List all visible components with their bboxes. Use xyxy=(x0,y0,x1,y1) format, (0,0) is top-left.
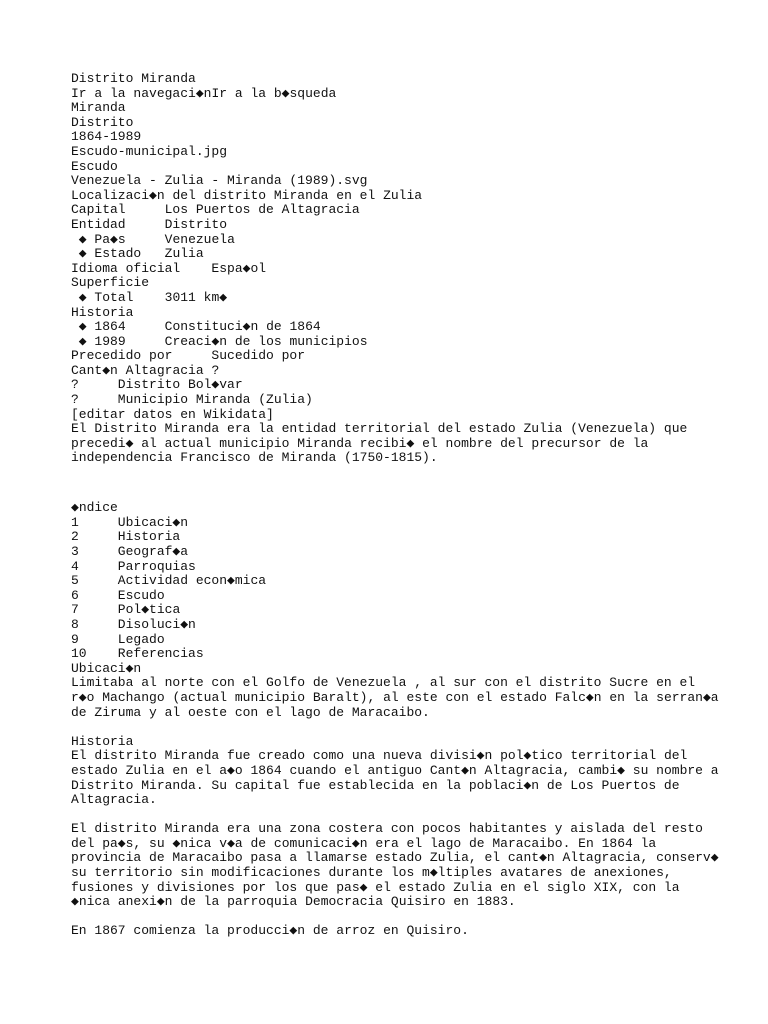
infobox-line: Distrito Miranda xyxy=(71,71,196,86)
infobox-line: Localizaci◆n del distrito Miranda en el Zulia xyxy=(71,187,423,203)
text-line: En 1867 comienza la producci◆n de arroz en Quisiro. xyxy=(71,923,469,939)
infobox-line: Ir a la navegaci◆nIr a la b◆squeda xyxy=(71,85,337,101)
infobox-line: ? Distrito Bol◆var xyxy=(71,377,243,393)
toc-title: ◆ndice xyxy=(71,500,118,516)
text-line: Limitaba al norte con el Golfo de Venezuela , al sur con el distrito Sucre en el xyxy=(71,675,696,691)
text-line: El Distrito Miranda era la entidad territorial del estado Zulia (Venezuela) que xyxy=(71,421,688,437)
toc-item: 3 Geograf◆a xyxy=(71,544,189,559)
infobox-line: Idioma oficial Espa◆ol xyxy=(71,260,267,276)
infobox-line: ◆ Total 3011 km◆ xyxy=(71,289,228,305)
document-page xyxy=(71,72,761,939)
toc-item: 5 Actividad econ◆mica xyxy=(71,573,267,589)
text-line: precedi◆ al actual municipio Miranda recibi◆ el nombre del precursor de la xyxy=(71,435,649,451)
toc-item: 6 Escudo xyxy=(71,587,165,603)
text-line: ◆nica anexi◆n de la parroquia Democracia Quisiro en 1883. xyxy=(71,894,516,910)
text-line: de Ziruma y al oeste con el lago de Maracaibo. xyxy=(71,704,430,720)
infobox-line: Entidad Distrito xyxy=(71,216,228,232)
text-line: El distrito Miranda fue creado como una nueva divisi◆n pol◆tico territorial del xyxy=(71,748,688,764)
infobox-line: Cant◆n Altagracia ? xyxy=(71,362,220,378)
infobox-line: ◆ 1864 Constituci◆n de 1864 xyxy=(71,319,321,335)
toc-item: 4 Parroquias xyxy=(71,558,196,574)
text-line: El distrito Miranda era una zona costera con pocos habitantes y aislada del resto xyxy=(71,821,703,837)
historia-paragraph-3 xyxy=(71,924,761,939)
infobox-line: 1864-1989 xyxy=(71,129,142,145)
toc-item: 2 Historia xyxy=(71,529,181,545)
infobox-line: [editar datos en Wikidata] xyxy=(71,406,274,422)
text-line: r◆o Machango (actual municipio Baralt), al este con el estado Falc◆n en la serran◆a xyxy=(71,689,719,705)
infobox xyxy=(71,72,761,422)
infobox-line: Venezuela - Zulia - Miranda (1989).svg xyxy=(71,173,368,189)
infobox-line: Miranda xyxy=(71,100,126,116)
text-line: del pa◆s, su ◆nica v◆a de comunicaci◆n era el lago de Maracaibo. En 1864 la xyxy=(71,835,657,851)
infobox-line: Superficie xyxy=(71,275,150,291)
infobox-line: Historia xyxy=(71,304,134,320)
text-line: Altagracia. xyxy=(71,792,157,808)
text-line: fusiones y divisiones por los que pas◆ el estado Zulia en el siglo XIX, con la xyxy=(71,879,680,895)
intro-paragraph xyxy=(71,422,761,466)
text-line: independencia Francisco de Miranda (1750-1815). xyxy=(71,450,438,466)
toc-item: 9 Legado xyxy=(71,631,165,647)
section-heading-ubicacion: Ubicaci◆n xyxy=(71,660,142,676)
infobox-line: ◆ Pa◆s Venezuela xyxy=(71,231,235,247)
table-of-contents xyxy=(71,516,761,662)
text-line: Distrito Miranda. Su capital fue establecida en la poblaci◆n de Los Puertos de xyxy=(71,777,680,793)
infobox-line: Escudo-municipal.jpg xyxy=(71,143,228,159)
historia-paragraph-1 xyxy=(71,749,761,807)
infobox-line: ◆ 1989 Creaci◆n de los municipios xyxy=(71,333,368,349)
infobox-line: Capital Los Puertos de Altagracia xyxy=(71,202,360,218)
toc-item: 7 Pol◆tica xyxy=(71,602,181,618)
infobox-line: Escudo xyxy=(71,158,118,174)
toc-item: 1 Ubicaci◆n xyxy=(71,514,189,530)
ubicacion-paragraph xyxy=(71,676,761,720)
infobox-line: ◆ Estado Zulia xyxy=(71,246,204,262)
infobox-line: Precedido por Sucedido por xyxy=(71,348,306,364)
toc-item: 8 Disoluci◆n xyxy=(71,616,196,632)
text-line: provincia de Maracaibo pasa a llamarse estado Zulia, el cant◆n Altagracia, conserv◆ xyxy=(71,850,719,866)
section-heading-historia: Historia xyxy=(71,733,134,749)
historia-paragraph-2 xyxy=(71,822,761,910)
text-line: estado Zulia en el a◆o 1864 cuando el antiguo Cant◆n Altagracia, cambi◆ su nombre a xyxy=(71,762,719,778)
infobox-line: ? Municipio Miranda (Zulia) xyxy=(71,392,313,408)
infobox-line: Distrito xyxy=(71,114,134,130)
toc-item: 10 Referencias xyxy=(71,646,204,662)
text-line: su territorio sin modificaciones durante los m◆ltiples avatares de anexiones, xyxy=(71,865,672,881)
